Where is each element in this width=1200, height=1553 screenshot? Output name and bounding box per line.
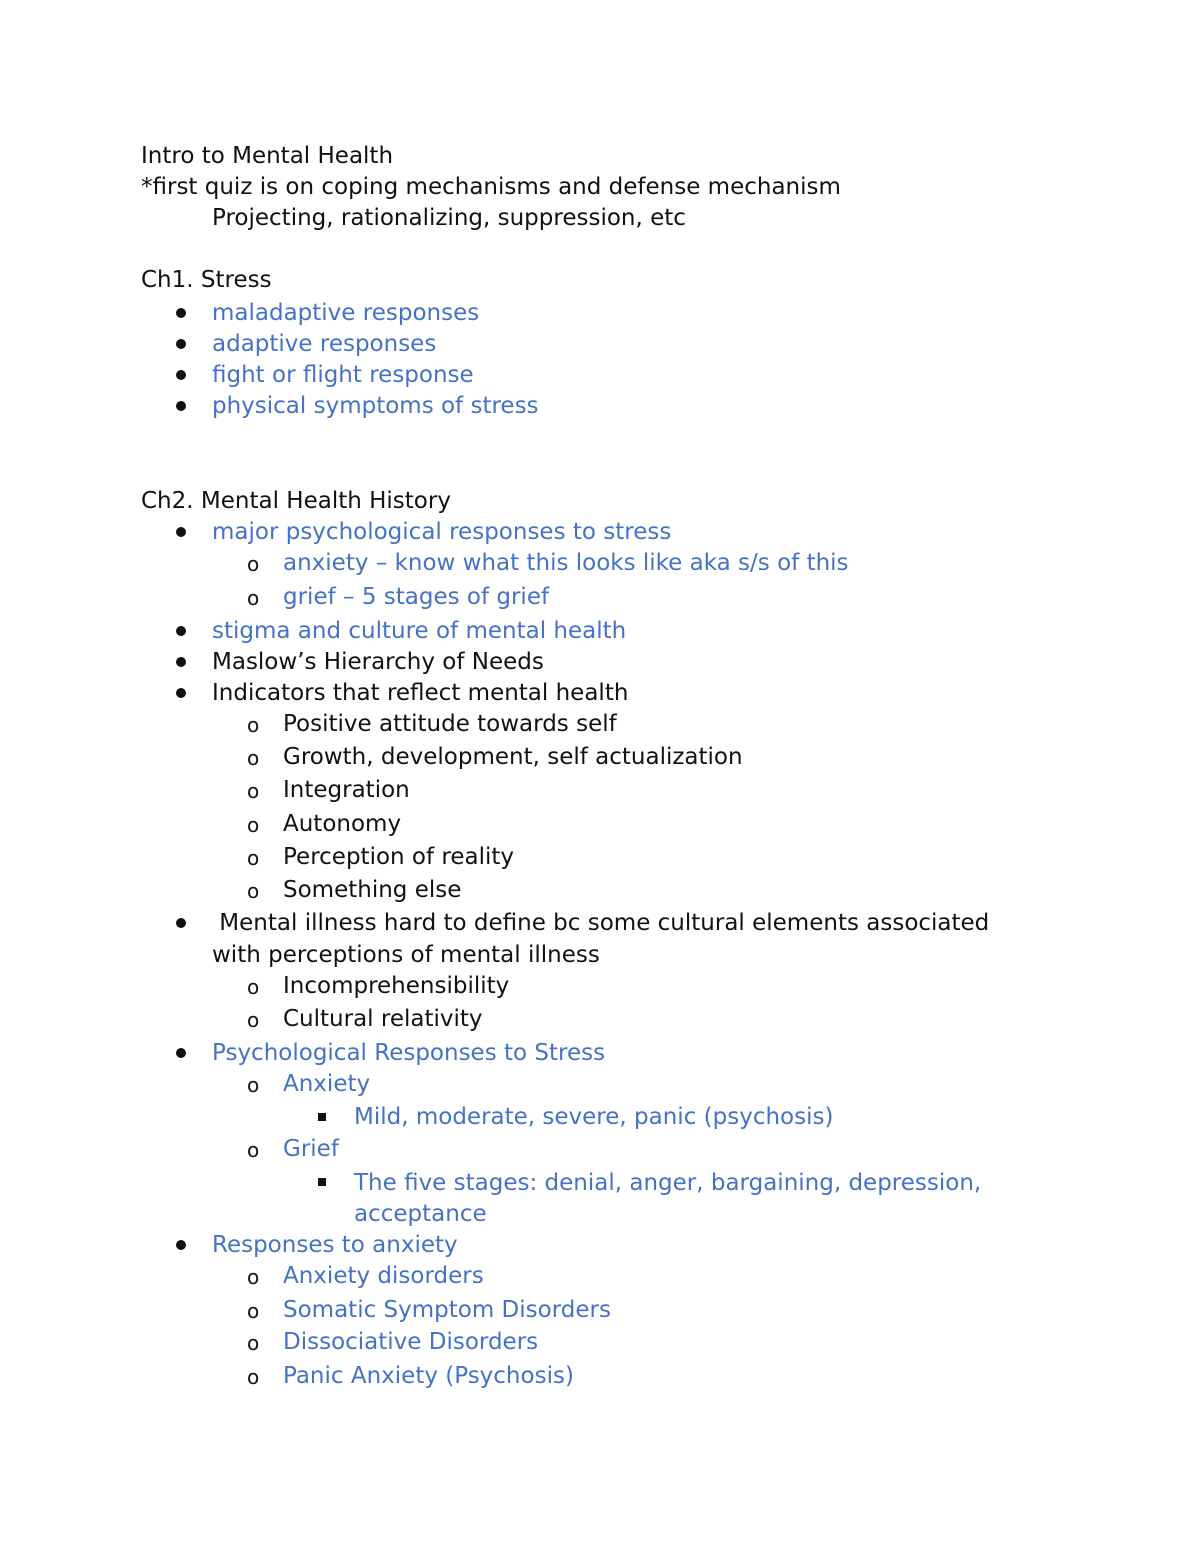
ch1-heading: Ch1. Stress	[141, 267, 272, 293]
circle-bullet-icon: o	[247, 746, 260, 770]
psych-grief-detail-cont: acceptance	[354, 1201, 487, 1227]
circle-bullet-icon: o	[247, 1008, 260, 1032]
bullet-icon	[176, 401, 186, 411]
bullet-icon	[176, 527, 186, 537]
psych-anxiety: Anxiety	[283, 1071, 371, 1097]
ch2-major: major psychological responses to stress	[212, 519, 672, 545]
bullet-icon	[176, 370, 186, 380]
indicator-item: Positive attitude towards self	[283, 711, 617, 737]
ch1-item: physical symptoms of stress	[212, 393, 539, 419]
ch2-illness-line1: Mental illness hard to define bc some cultural elements associated	[212, 910, 990, 936]
indicator-item: Autonomy	[283, 811, 402, 837]
responses-item: Dissociative Disorders	[283, 1329, 539, 1355]
bullet-icon	[176, 657, 186, 667]
ch2-major-sub: grief – 5 stages of grief	[283, 584, 550, 610]
ch1-item: fight or flight response	[212, 362, 474, 388]
circle-bullet-icon: o	[247, 813, 260, 837]
psych-grief: Grief	[283, 1136, 339, 1162]
quiz-note: *first quiz is on coping mechanisms and defense mechanism	[141, 174, 841, 200]
circle-bullet-icon: o	[247, 1265, 260, 1289]
page-title: Intro to Mental Health	[141, 143, 394, 169]
indicator-item: Something else	[283, 877, 462, 903]
ch2-illness-line2: with perceptions of mental illness	[212, 942, 600, 968]
circle-bullet-icon: o	[247, 879, 260, 903]
ch2-major-sub: anxiety – know what this looks like aka s/s of this	[283, 550, 849, 576]
circle-bullet-icon: o	[247, 1365, 260, 1389]
ch2-indicators: Indicators that reflect mental health	[212, 680, 629, 706]
circle-bullet-icon: o	[247, 1073, 260, 1097]
circle-bullet-icon: o	[247, 552, 260, 576]
quiz-note-detail: Projecting, rationalizing, suppression, etc	[212, 205, 686, 231]
bullet-icon	[176, 308, 186, 318]
circle-bullet-icon: o	[247, 975, 260, 999]
bullet-icon	[176, 688, 186, 698]
ch1-item: adaptive responses	[212, 331, 437, 357]
responses-item: Anxiety disorders	[283, 1263, 484, 1289]
ch2-responses: Responses to anxiety	[212, 1232, 458, 1258]
psych-grief-detail: The five stages: denial, anger, bargaining, depression,	[354, 1170, 982, 1196]
psych-anxiety-detail: Mild, moderate, severe, panic (psychosis)	[354, 1104, 834, 1130]
bullet-icon	[176, 1240, 186, 1250]
circle-bullet-icon: o	[247, 1138, 260, 1162]
circle-bullet-icon: o	[247, 846, 260, 870]
responses-item: Somatic Symptom Disorders	[283, 1297, 611, 1323]
ch2-heading: Ch2. Mental Health History	[141, 488, 451, 514]
bullet-icon	[176, 626, 186, 636]
indicator-item: Growth, development, self actualization	[283, 744, 743, 770]
indicator-item: Integration	[283, 777, 410, 803]
bullet-icon	[176, 339, 186, 349]
ch2-stigma: stigma and culture of mental health	[212, 618, 627, 644]
illness-item: Cultural relativity	[283, 1006, 483, 1032]
ch1-item: maladaptive responses	[212, 300, 480, 326]
square-bullet-icon	[318, 1113, 326, 1121]
square-bullet-icon	[318, 1178, 326, 1186]
illness-item: Incomprehensibility	[283, 973, 510, 999]
responses-item: Panic Anxiety (Psychosis)	[283, 1363, 574, 1389]
bullet-icon	[176, 918, 186, 928]
circle-bullet-icon: o	[247, 586, 260, 610]
ch2-maslow: Maslow’s Hierarchy of Needs	[212, 649, 544, 675]
indicator-item: Perception of reality	[283, 844, 514, 870]
circle-bullet-icon: o	[247, 1299, 260, 1323]
ch2-psych: Psychological Responses to Stress	[212, 1040, 606, 1066]
circle-bullet-icon: o	[247, 1331, 260, 1355]
circle-bullet-icon: o	[247, 779, 260, 803]
circle-bullet-icon: o	[247, 713, 260, 737]
bullet-icon	[176, 1048, 186, 1058]
